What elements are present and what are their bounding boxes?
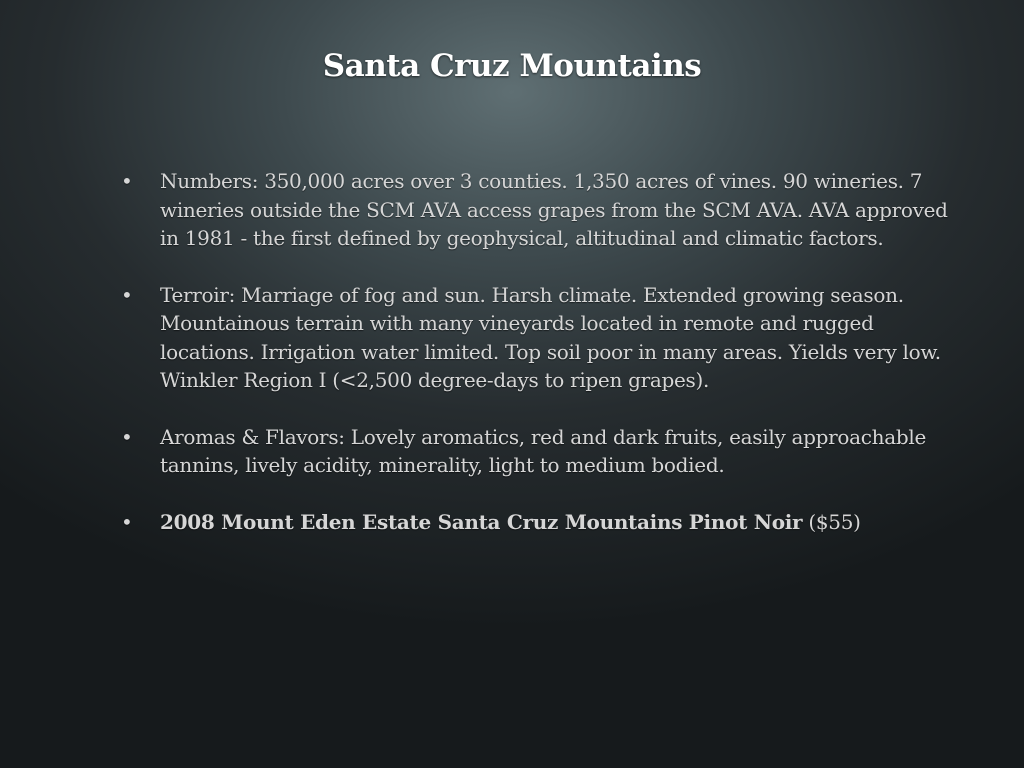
bullet-dot-icon: • (121, 424, 133, 449)
bullet-text: Aromas & Flavors: Lovely aromatics, red and dark fruits, easily approachable tannins, lively acidity, minerality, light to medium bodied. (160, 424, 927, 477)
bullet-dot-icon: • (121, 282, 133, 307)
bullet-item-numbers (118, 167, 948, 253)
slide-title: Santa Cruz Mountains (322, 48, 702, 84)
wine-price: ($55) (802, 509, 861, 534)
bullet-item-aromas (118, 423, 948, 480)
bullet-dot-icon: • (121, 169, 133, 193)
bullet-dot-icon: • (121, 509, 133, 534)
bullet-item-wine (118, 508, 948, 537)
bullet-text: Numbers: 350,000 acres over 3 counties. 1,350 acres of vines. 90 wineries. 7 wineries outside the SCM AVA access grapes from the SCM AVA. AVA approved in 1981 - the first defined by geophysical, altitudinal and climatic factors. (160, 169, 948, 250)
bullet-text: Terroir: Marriage of fog and sun. Harsh climate. Extended growing season. Mountainous terrain with many vineyards located in remote and rugged locations. Irrigation water limited. Top soil poor in many areas. Yields very low. Winkler Region I (<2,500 degree-days to ripen grapes). (160, 282, 941, 392)
wine-name: 2008 Mount Eden Estate Santa Cruz Mountains Pinot Noir (160, 509, 803, 534)
bullet-item-terroir (118, 281, 948, 395)
bullet-list (118, 167, 948, 564)
